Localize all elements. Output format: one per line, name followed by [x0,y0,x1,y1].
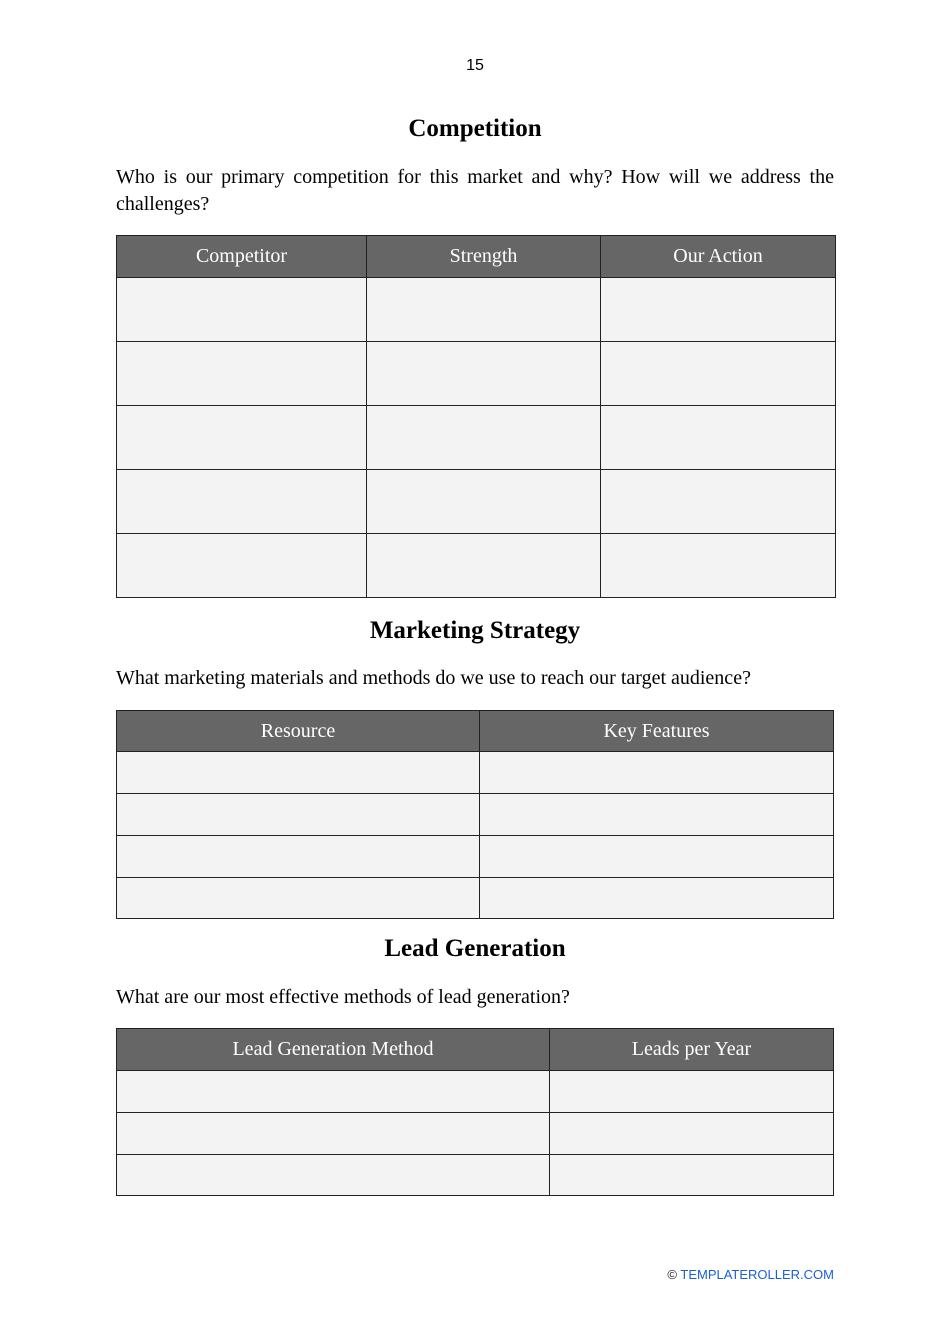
footer [667,1267,834,1282]
table-row [117,278,836,342]
leads-per-year-cell[interactable] [550,1113,834,1155]
column-header-key-features: Key Features [480,711,834,752]
table-row [117,752,834,794]
resource-cell[interactable] [117,878,480,919]
strength-cell[interactable] [367,278,601,342]
table-row [117,1071,834,1113]
competitor-cell[interactable] [117,406,367,470]
lead-generation-method-cell[interactable] [117,1155,550,1196]
competitor-cell[interactable] [117,342,367,406]
key-features-cell[interactable] [480,878,834,919]
table-header-row [117,236,836,278]
competitor-cell[interactable] [117,278,367,342]
page-number: 15 [466,57,484,74]
column-header-competitor: Competitor [117,236,367,278]
column-header-leads-per-year: Leads per Year [550,1029,834,1071]
leads-per-year-cell[interactable] [550,1071,834,1113]
key-features-cell[interactable] [480,752,834,794]
column-header-lead-generation-method: Lead Generation Method [117,1029,550,1071]
templateroller-link[interactable]: TEMPLATEROLLER.COM [680,1267,834,1282]
lead-generation-method-cell[interactable] [117,1113,550,1155]
our-action-cell[interactable] [601,406,836,470]
table-row [117,878,834,919]
competition-title: Competition [408,115,542,142]
competitor-cell[interactable] [117,470,367,534]
marketing-strategy-table [116,710,834,919]
lead-generation-title: Lead Generation [384,935,566,962]
key-features-cell[interactable] [480,794,834,836]
strength-cell[interactable] [367,342,601,406]
table-row [117,342,836,406]
our-action-cell[interactable] [601,342,836,406]
table-row [117,470,836,534]
resource-cell[interactable] [117,752,480,794]
competitor-cell[interactable] [117,534,367,598]
resource-cell[interactable] [117,794,480,836]
table-row [117,1113,834,1155]
leads-per-year-cell[interactable] [550,1155,834,1196]
lead-generation-method-cell[interactable] [117,1071,550,1113]
marketing-strategy-prompt: What marketing materials and methods do we use to reach our target audience? [116,667,751,689]
strength-cell[interactable] [367,470,601,534]
competition-prompt: Who is our primary competition for this market and why? How will we address the challenges? [116,166,834,215]
column-header-our-action: Our Action [601,236,836,278]
table-row [117,534,836,598]
copyright-symbol: © [667,1267,677,1282]
our-action-cell[interactable] [601,278,836,342]
marketing-strategy-title: Marketing Strategy [369,617,581,644]
resource-cell[interactable] [117,836,480,878]
key-features-cell[interactable] [480,836,834,878]
table-header-row [117,1029,834,1071]
table-row [117,794,834,836]
table-row [117,836,834,878]
table-header-row [117,711,834,752]
lead-generation-table [116,1028,834,1196]
strength-cell[interactable] [367,534,601,598]
column-header-strength: Strength [367,236,601,278]
table-row [117,1155,834,1196]
lead-generation-prompt: What are our most effective methods of lead generation? [116,986,570,1008]
competition-table [116,235,836,598]
our-action-cell[interactable] [601,470,836,534]
table-row [117,406,836,470]
column-header-resource: Resource [117,711,480,752]
strength-cell[interactable] [367,406,601,470]
our-action-cell[interactable] [601,534,836,598]
